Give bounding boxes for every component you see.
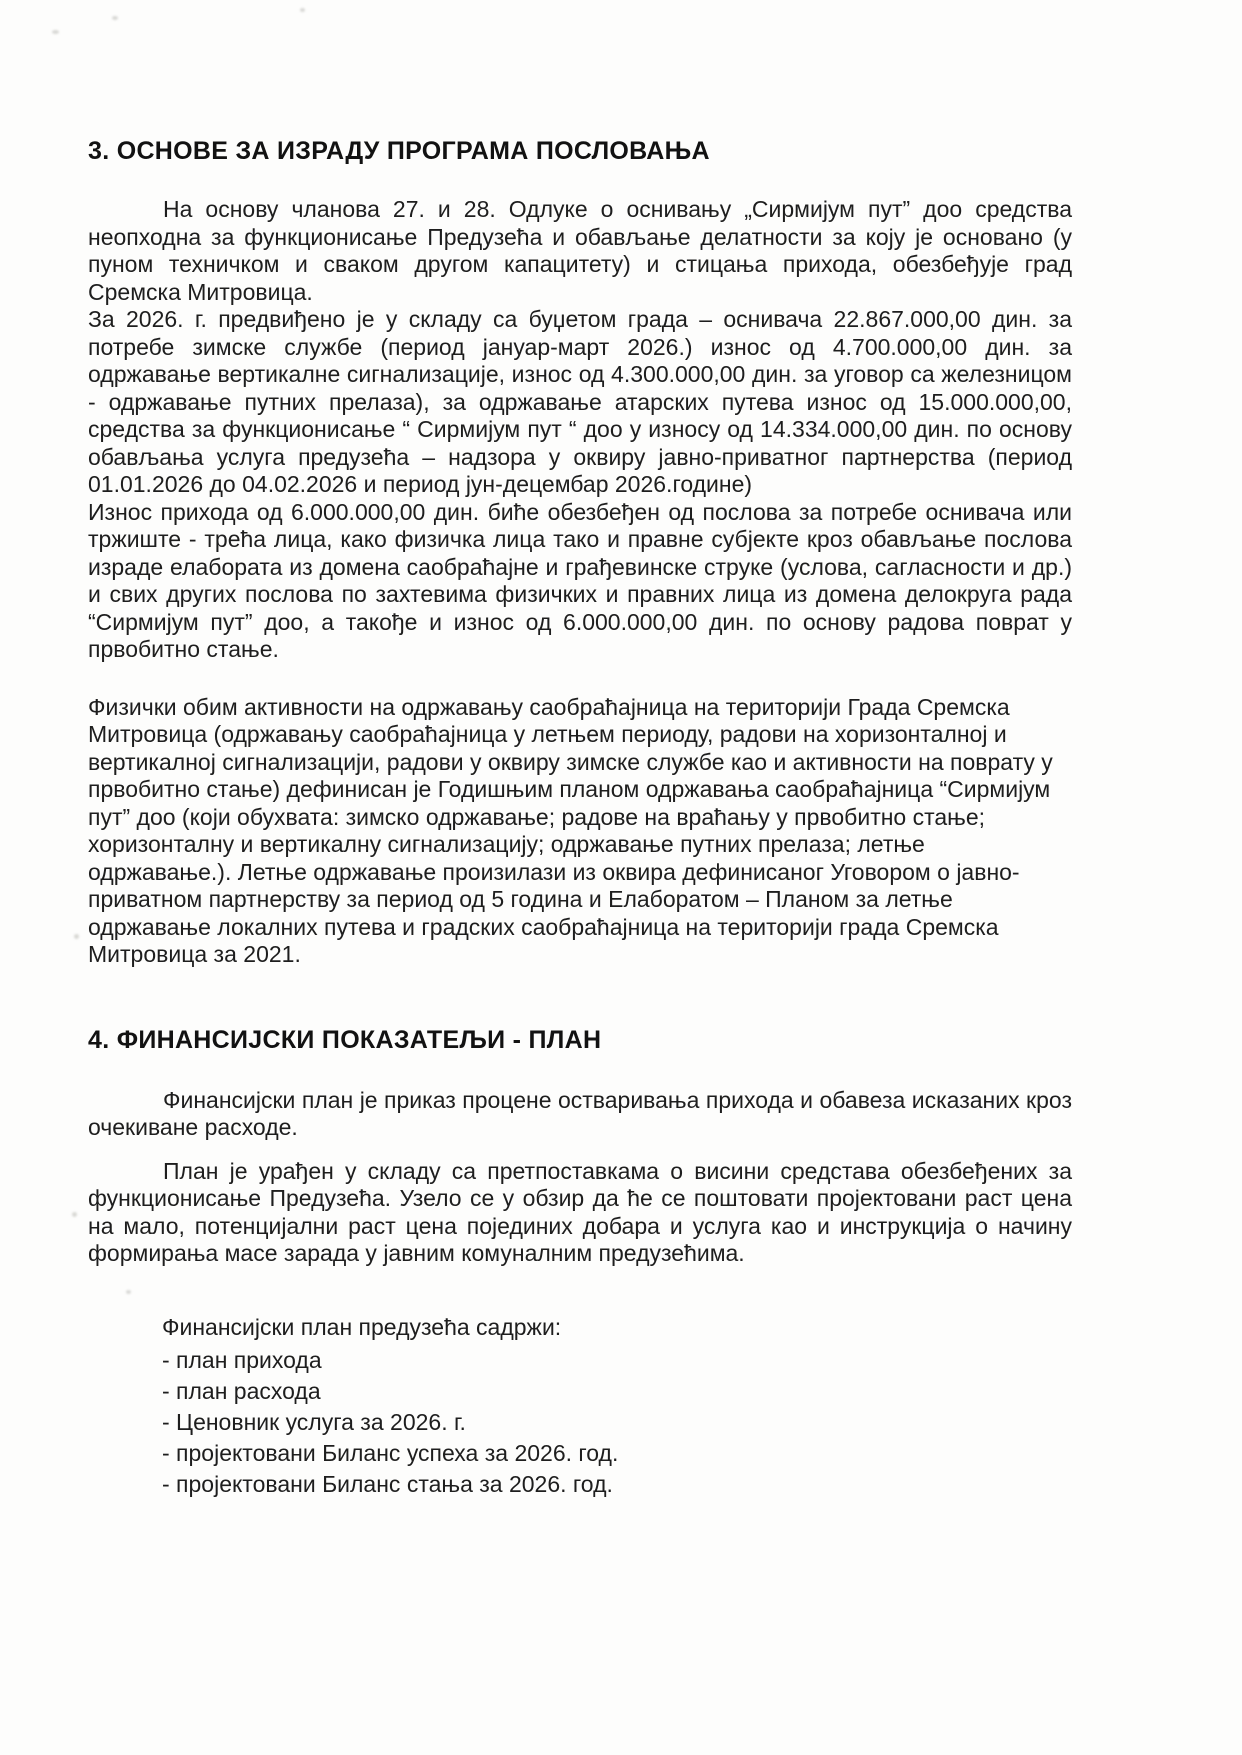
list-item-income-statement: - пројектовани Биланс успеха за 2026. год.	[162, 1439, 619, 1466]
section-4-heading: 4. ФИНАНСИЈСКИ ПОКАЗАТЕЉИ - ПЛАН	[88, 1025, 602, 1054]
paragraph-market-income: Износ прихода од 6.000.000,00 дин. биће обезбеђен од послова за потребе оснивача или тржиште - трећа лица, како физичка лица тако и правне субјекте кроз обављање послова израде елабората из домена саобраћајне и грађевинске струке (услова, сагласности и др.) и свих других послова по захтевима физичких и правних лица из домена делокруга рада “Сирмијум пут” доо, а такође и износ од 6.000.000,00 дин. по основу радова поврат у првобитно стање.	[88, 498, 1072, 662]
scan-speck	[72, 1212, 77, 1217]
scan-speck	[74, 934, 79, 939]
paragraph-financial-plan-intro: Финансијски план је приказ процене остваривања прихода и обавеза исказаних кроз очекиване расходе.	[88, 1086, 1072, 1140]
scan-speck	[112, 16, 118, 20]
list-item-balance-sheet: - пројектовани Биланс стања за 2026. год.	[162, 1470, 613, 1497]
list-item-revenue-plan: - план прихода	[162, 1346, 322, 1373]
list-item-price-list: - Ценовник услуга за 2026. г.	[162, 1408, 466, 1435]
financial-plan-contents-list	[162, 1312, 1072, 1500]
scan-speck	[300, 8, 305, 12]
scan-speck	[52, 30, 59, 34]
document-content	[88, 136, 1072, 1500]
section-3-heading: 3. ОСНОВЕ ЗА ИЗРАДУ ПРОГРАМА ПОСЛОВАЊА	[88, 137, 710, 165]
paragraph-plan-assumptions: План је урађен у складу са претпоставкама о висини средстава обезбеђених за функционисање Предузећа. Узело се у обзир да ће се поштовати пројектовани раст цена на мало, потенцијални раст цена појединих добара и услуга као и инструкција о начину формирања масе зарада у јавним комуналним предузећима.	[88, 1157, 1072, 1266]
list-intro: Финансијски план предузећа садржи:	[162, 1313, 562, 1340]
paragraph-physical-scope: Физички обим активности на одржавању саобраћајница на територији Града Сремска Митровица (одржавању саобраћајница у летњем периоду, радови на хоризонталној и вертикалној сигнализацији, радови у оквиру зимске службе као и активности на поврату у првобитно стање) дефинисан је Годишњим планом одржавања саобраћајница “Сирмијум пут” доо (који обухвата: зимско одржавање; радове на враћању у првобитно стање; хоризонталну и вертикалну сигнализацију; одржавање путних прелаза; летње одржавање.). Летње одржавање произилази из оквира дефинисаног Уговором о јавно-приватном партнерству за период од 5 година и Елаборатом – Планом за летње одржавање локалних путева и градских саобраћајница на територији града Сремска Митровица за 2021.	[88, 693, 1053, 967]
paragraph-founding-basis: На основу чланова 27. и 28. Одлуке о оснивању „Сирмијум пут” доо средства неопходна за функционисање Предузећа и обављање делатности за коју је основано (у пуном техничком и сваком другом капацитету) и стицања прихода, обезбеђује град Сремска Митровица.	[88, 196, 1072, 305]
paragraph-2026-budget-funds: За 2026. г. предвиђено је у складу са буџетом града – оснивача 22.867.000,00 дин. за потребе зимске службе (период јануар-март 2026.) износ од 4.700.000,00 дин. за одржавање вертикалне сигнализације, износ од 4.300.000,00 дин. за уговор са железницом - одржавање путних прелаза), за одржавање атарских путева износ од 15.000.000,00, средства за функционисање “ Сирмијум пут “ доо у износу од 14.334.000,00 дин. по основу обављања услуга предузећа – надзора у оквиру јавно-приватног партнерства (период 01.01.2026 до 04.02.2026 и период јун-децембар 2026.године)	[88, 306, 1072, 497]
list-item-expense-plan: - план расхода	[162, 1377, 321, 1404]
